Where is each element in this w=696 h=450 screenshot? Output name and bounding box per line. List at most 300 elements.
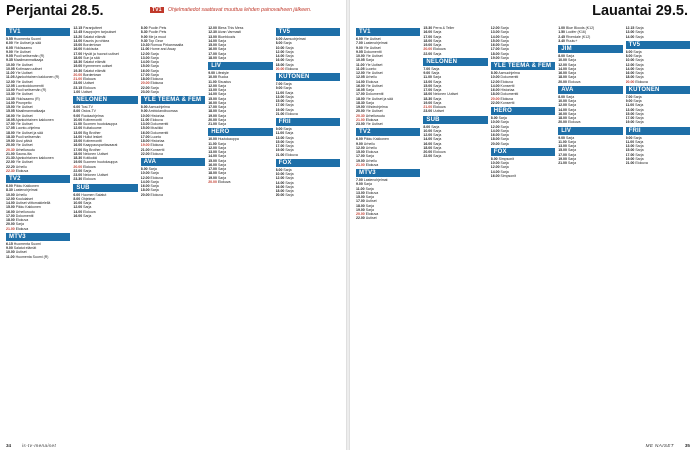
program-time: 18.00 <box>140 77 150 81</box>
program-title: Kauppojen tarjoukset <box>83 30 117 35</box>
program-title: Ruoka <box>217 75 229 80</box>
program-title: Sarja <box>433 88 442 92</box>
program-title: Sarja <box>635 156 644 161</box>
program-title: Puoli seitsemän (R) <box>15 88 47 92</box>
program-time: 9.00 <box>140 109 148 114</box>
program-title: Nelonen Uutiset <box>83 151 109 156</box>
program-title: Sarja <box>150 68 159 73</box>
program-time: 13.00 <box>356 190 365 195</box>
program-title: Elokuva <box>83 177 96 182</box>
program-time: 21.00 <box>356 162 365 167</box>
program-time: 11.00 <box>208 141 217 146</box>
program-title: Sarja <box>500 124 509 129</box>
program-time: 11.00 <box>6 254 15 259</box>
program-title: Sarja <box>433 83 442 88</box>
program-title: Sarja <box>500 169 509 174</box>
channel-header: FRII <box>276 118 340 126</box>
program-entry <box>276 67 340 71</box>
program-time: 13.35 <box>6 96 15 101</box>
program-time: 12.00 <box>208 145 217 150</box>
program-title: Sarja <box>285 58 294 63</box>
program-time: 14.00 <box>208 92 217 97</box>
channel-header: JIM <box>558 45 622 53</box>
program-time: 10.00 <box>558 58 567 63</box>
program-time: 12.00 <box>490 124 500 129</box>
program-time: 21.00 <box>73 77 83 81</box>
program-title: Elokuva <box>285 66 298 71</box>
program-title: Sarja <box>567 148 577 153</box>
program-time: 12.00 <box>490 26 500 30</box>
program-time: 18.00 <box>356 96 365 101</box>
program-title: Sarja <box>285 131 294 136</box>
program-time: 14.00 <box>208 38 217 43</box>
program-title: Simpsonit <box>500 173 516 178</box>
channel-header: AVA <box>141 158 205 166</box>
program-entry <box>626 161 690 165</box>
program-title: Elokuva <box>15 226 29 231</box>
program-time: 16.00 <box>140 68 150 73</box>
program-time: 22.20 <box>6 164 15 169</box>
program-time: 20.00 <box>140 81 150 86</box>
schedule-note <box>150 7 311 13</box>
program-time: 21.00 <box>275 111 285 116</box>
program-time: 21.00 <box>558 161 567 165</box>
program-time: 11.00 <box>356 62 365 67</box>
program-title: Sarja <box>635 75 644 80</box>
program-time: 22.00 <box>423 154 433 159</box>
program-time: 18.30 <box>73 156 83 160</box>
program-title: Lifestyle <box>215 71 229 75</box>
program-title: Maailmanmatkaaja <box>13 58 44 63</box>
program-time: 12.00 <box>558 62 567 67</box>
program-title: Dokumentti <box>363 49 382 54</box>
program-time: 14.00 <box>140 60 150 64</box>
program-time: 17.00 <box>490 47 500 52</box>
program-time: 12.05 <box>356 75 365 80</box>
program-time: 11.00 <box>208 79 217 84</box>
program-title: Uutiset viittomakielellä <box>15 201 51 205</box>
note-text: Ohjelmatiedot saattavat muuttua lehden painovaiheen jälkeen. <box>167 7 312 13</box>
program-title: Sarja <box>433 79 442 84</box>
program-time: 12.00 <box>140 175 150 180</box>
program-title: Dokumentti <box>365 92 384 97</box>
program-time: 12.00 <box>423 133 433 137</box>
program-time: 14.00 <box>140 179 150 184</box>
program-title: Sarja <box>285 135 294 140</box>
program-time: 13.30 <box>6 92 15 97</box>
program-entry <box>626 80 690 84</box>
program-time: 16.00 <box>140 130 150 135</box>
program-time: 22.30 <box>6 168 15 173</box>
page-number: 34 <box>6 443 12 448</box>
channel-header: HERO <box>491 107 555 115</box>
program-title: Yle Uutiset <box>15 79 33 84</box>
program-time: 20.30 <box>6 147 15 152</box>
program-time: 9.35 <box>6 58 13 63</box>
program-title: Puoli seitsemän (R) <box>13 54 45 58</box>
program-title: Pikku Kakkonen <box>13 184 39 188</box>
program-title: Yle Uutiset <box>363 37 381 41</box>
program-title: Sarja <box>285 90 294 95</box>
program-title: Ambiolandbuomaa <box>148 109 178 114</box>
program-title: Yle Uutiset <box>13 49 31 54</box>
program-title: Blue Bloods (K12) <box>565 26 595 30</box>
program-time: 17.05 <box>6 126 15 131</box>
program-time: 14.00 <box>625 34 635 39</box>
program-time: 11.05 <box>6 75 15 80</box>
program-time: 8.30 <box>6 188 13 193</box>
program-title: Kymmenen uutiset <box>83 64 113 69</box>
listing-column <box>141 26 205 438</box>
program-time: 13.20 <box>73 34 83 39</box>
left-page <box>0 0 346 450</box>
program-title: Sarja <box>500 165 509 170</box>
program-time: 10.30 <box>140 43 150 47</box>
channel-header: TV2 <box>356 128 420 136</box>
program-time: 14.00 <box>490 128 500 133</box>
program-time: 10.00 <box>275 45 285 50</box>
program-time: 8.00 <box>558 54 565 58</box>
program-time: 18.30 <box>356 100 365 105</box>
program-time: 20.30 <box>356 113 365 118</box>
program-time: 20.00 <box>73 72 83 77</box>
program-title: Sarja <box>431 124 440 129</box>
program-title: Sarja <box>217 38 227 43</box>
program-title: Elokuva <box>365 117 379 122</box>
program-time: 23.00 <box>73 81 83 86</box>
program-title: Dokumentti <box>15 213 34 218</box>
program-time: 16.05 <box>356 88 365 92</box>
program-title: Sarja <box>567 66 577 71</box>
program-time: 13.00 <box>275 135 285 140</box>
program-title: Elokuva <box>15 218 29 222</box>
program-time: 19.00 <box>73 64 83 69</box>
program-title: Konsertti <box>500 83 515 88</box>
program-time: 18.30 <box>423 96 433 101</box>
program-time: 6.00 <box>275 37 283 41</box>
program-title: Sarja <box>150 179 159 184</box>
program-title: Dokumentti <box>150 122 169 126</box>
program-title: Urheilu <box>365 145 377 150</box>
program-title: Luonto-ohjelma <box>15 126 40 131</box>
program-title: Sarja <box>285 172 294 176</box>
program-time: 19.00 <box>625 120 635 125</box>
program-time: 14.00 <box>73 38 83 43</box>
program-time: 20.00 <box>490 141 500 146</box>
program-time: 17.00 <box>356 154 365 159</box>
program-time: 9.00 <box>356 45 363 50</box>
program-entry <box>208 122 272 126</box>
program-title: Pirunpelto <box>15 100 32 105</box>
program-time: 19.00 <box>490 55 500 60</box>
program-time: 7.00 <box>356 41 363 46</box>
program-title: Sarja <box>500 137 509 142</box>
program-time: 18.00 <box>6 218 15 222</box>
program-title: Sarja <box>500 128 509 133</box>
program-title: Puoli seitsemän <box>15 134 41 139</box>
program-time: 10.00 <box>140 171 150 176</box>
program-time: 12.00 <box>356 145 365 150</box>
program-time: 17.00 <box>625 152 635 157</box>
program-time: 9.00 <box>558 135 565 140</box>
program-time: 19.00 <box>423 43 433 47</box>
program-title: Salatut elämät <box>83 60 106 64</box>
program-time: 11.00 <box>356 186 365 191</box>
program-title: Sarja <box>567 152 577 157</box>
program-time: 23.00 <box>423 109 433 114</box>
program-title: Sarja <box>635 66 644 71</box>
program-title: Sarja <box>635 26 644 30</box>
program-time: 20.00 <box>140 192 150 197</box>
program-title: Elokuva <box>500 79 513 84</box>
program-time: 10.00 <box>208 137 217 142</box>
program-title: Sarja <box>500 120 509 125</box>
program-title: Uutiset <box>433 109 445 114</box>
program-title: Sarja <box>285 193 294 198</box>
program-time: 9.00 <box>625 99 633 103</box>
program-title: Salatut elämät <box>83 68 106 73</box>
program-time: 18.00 <box>356 203 365 208</box>
program-time: 12.00 <box>625 62 635 67</box>
program-time: 15.05 <box>6 109 15 114</box>
program-title: Uutiset <box>81 89 93 94</box>
program-title: Sarja <box>567 116 577 120</box>
program-title: Urheilu <box>15 192 27 197</box>
program-title: Sarja <box>433 154 442 159</box>
program-time: 9.00 <box>73 113 81 118</box>
program-time: 10.00 <box>558 99 567 103</box>
program-title: Sarja <box>635 34 644 39</box>
program-title: Yle Uutiset ja sää <box>15 130 43 135</box>
program-title: Kaappausparitavaarat <box>83 143 118 148</box>
program-title: Elokuva <box>285 152 298 157</box>
program-title: Sarja <box>635 148 644 153</box>
program-title: Uusi päivä <box>15 139 33 143</box>
program-title: Elokuva <box>83 85 96 90</box>
program-time: 16.00 <box>625 71 635 75</box>
program-time: 16.00 <box>208 162 217 167</box>
program-title: Sarja <box>567 58 577 63</box>
program-time: 13.00 <box>423 79 433 84</box>
program-time: 8.00 <box>490 156 498 161</box>
page-date: Perjantai 28.5. <box>6 3 104 19</box>
program-time: 20.00 <box>558 79 567 84</box>
program-title: Sarja <box>433 43 442 47</box>
program-title: Sarja <box>567 62 577 67</box>
program-title: Elokuva <box>150 117 163 122</box>
program-time: 7.00 <box>423 66 431 71</box>
program-title: Elokuva <box>635 79 648 84</box>
program-time: 17.00 <box>356 92 365 97</box>
program-title: Elokuva <box>365 79 379 84</box>
program-title: Sarja <box>565 94 575 99</box>
program-title: Yle Uutiset <box>365 62 383 67</box>
listing-column <box>626 26 690 438</box>
program-time: 6.00 <box>625 49 633 54</box>
program-time: 16.05 <box>6 117 15 122</box>
program-title: Sarja <box>567 71 577 75</box>
program-time: 8.00 <box>275 41 283 46</box>
page-footer <box>356 440 690 448</box>
channel-header: TV1 <box>356 28 420 36</box>
program-time: 13.00 <box>73 130 83 135</box>
program-time: 8.00 <box>73 196 81 201</box>
program-title: Pikku Kakkonen <box>15 205 41 210</box>
program-title: Suomen huutokauppa <box>82 122 118 126</box>
program-title: Sarja <box>365 195 374 199</box>
program-time: 13.00 <box>558 144 567 148</box>
program-time: 20.00 <box>208 117 217 122</box>
program-title: Urheilu <box>365 75 377 80</box>
program-time: 9.00 <box>356 141 363 146</box>
program-time: 21.00 <box>275 152 285 157</box>
program-title: Huutokauppa <box>217 137 239 142</box>
program-time: 5.55 <box>6 37 13 41</box>
program-time: 21.30 <box>6 156 15 160</box>
program-time: 8.00 <box>625 54 633 58</box>
channel-header: NELONEN <box>423 58 487 66</box>
program-title: Big Brother <box>83 147 101 152</box>
program-title: Salatut elämät <box>83 34 106 39</box>
program-time: 11.00 <box>275 131 285 136</box>
program-time: 19.00 <box>625 156 635 161</box>
program-title: Sarja <box>217 141 226 146</box>
program-time: 21.00 <box>625 161 635 165</box>
program-title: Sarja <box>500 30 509 35</box>
program-time: 11.00 <box>625 139 635 144</box>
program-time: 12.00 <box>558 103 567 108</box>
program-title: Sarja <box>565 135 575 140</box>
program-time: 12.00 <box>6 196 15 201</box>
program-title: Sarja <box>365 203 374 208</box>
program-time: 19.30 <box>73 68 83 73</box>
program-time: 13.00 <box>275 94 285 99</box>
channel-header: MTV3 <box>6 233 70 241</box>
program-title: Sarja <box>565 54 575 58</box>
program-time: 8.00 <box>140 167 148 171</box>
program-entry <box>208 56 272 60</box>
channel-header: TV5 <box>626 41 690 49</box>
program-time: 17.00 <box>275 144 285 148</box>
program-time: 14.00 <box>73 134 83 139</box>
program-title: Sarja <box>567 144 577 148</box>
program-title: Sarja <box>217 105 227 109</box>
program-time: 22.00 <box>140 151 150 156</box>
program-title: Sarja <box>150 51 159 56</box>
program-time: 18.00 <box>73 55 83 60</box>
program-time: 10.00 <box>490 161 500 165</box>
program-title: Sarja <box>433 34 442 39</box>
program-time: 18.00 <box>275 62 285 67</box>
program-title: Romua Pirkanmaalta <box>150 43 184 47</box>
program-entry <box>626 120 690 124</box>
program-title: Sarja <box>635 62 644 67</box>
program-time: 15.30 <box>423 26 433 30</box>
magazine-name: is-tv-menaiset <box>22 443 57 448</box>
program-title: Sarja <box>83 213 92 218</box>
program-title: Sarja <box>285 144 294 148</box>
program-time: 18.00 <box>140 188 150 193</box>
program-title: Sarja <box>150 60 159 64</box>
program-time: 6.00 <box>6 184 13 188</box>
program-time: 17.00 <box>208 51 217 56</box>
program-time: 16.00 <box>208 100 217 105</box>
program-time: 15.00 <box>558 148 567 153</box>
program-title: Sarja <box>217 167 227 171</box>
program-title: Uutiset <box>365 216 377 221</box>
program-title: Sarja <box>285 54 294 58</box>
program-time: 12.15 <box>73 26 83 30</box>
program-title: Sarja <box>500 51 509 56</box>
program-time: 13.00 <box>140 122 150 126</box>
program-title: Musiikki <box>150 126 163 131</box>
program-time: 15.00 <box>73 139 83 143</box>
program-title: Konsertti <box>150 147 165 152</box>
program-time: 12.00 <box>275 49 285 54</box>
program-time: 9.05 <box>6 54 13 58</box>
program-title: Kotikokki <box>83 156 98 160</box>
program-title: Urheiluruutu <box>15 147 35 152</box>
program-time: 15.00 <box>208 158 217 163</box>
program-title: Yle Uutiset <box>15 62 33 67</box>
program-title: Simpsonit <box>498 156 514 161</box>
program-time: 10.05 <box>356 58 365 63</box>
program-time: 10.00 <box>6 250 15 255</box>
program-time: 12.00 <box>356 71 365 75</box>
channel-header: NELONEN <box>73 96 137 104</box>
program-entry <box>423 109 487 113</box>
program-title: Maailmanmatkaaja <box>15 109 46 114</box>
program-title: Sarja <box>150 55 159 60</box>
program-time: 18.00 <box>140 139 150 143</box>
program-time: 23.15 <box>73 85 83 90</box>
program-title: Sarja <box>633 49 642 54</box>
program-title: Sarja <box>365 207 374 212</box>
program-title: Sarja <box>433 133 442 137</box>
program-time: 13.00 <box>625 144 635 148</box>
channel-header: SUB <box>423 116 487 124</box>
program-time: 6.15 <box>6 241 13 246</box>
program-time: 13.00 <box>625 30 635 35</box>
program-title: Sarja <box>285 49 294 54</box>
program-time: 19.00 <box>208 175 217 180</box>
program-time: 17.00 <box>275 103 285 108</box>
program-time: 14.00 <box>490 34 500 39</box>
program-title: Sarja <box>431 71 440 75</box>
page-footer <box>6 440 340 448</box>
program-title: Elokuva <box>433 105 446 109</box>
program-title: Sarja <box>567 111 577 116</box>
program-time: 14.00 <box>490 169 500 174</box>
program-title: Sarja <box>217 92 227 97</box>
program-time: 21.00 <box>423 105 433 109</box>
program-time: 15.00 <box>356 195 365 199</box>
program-title: Sarja <box>433 141 442 146</box>
program-time: 19.00 <box>423 100 433 105</box>
program-time: 12.00 <box>275 176 285 181</box>
program-title: Sarja <box>285 94 294 99</box>
program-time: 11.00 <box>625 103 635 108</box>
program-time: 11.00 <box>423 75 432 80</box>
program-time: 15.00 <box>140 126 150 131</box>
program-entry <box>491 142 555 146</box>
program-title: Sarja <box>150 184 159 188</box>
program-time: 22.00 <box>73 168 83 173</box>
program-time: 11.00 <box>73 122 82 126</box>
program-time: 9.00 <box>6 246 13 250</box>
program-time: 14.00 <box>275 180 285 185</box>
program-title: Sarja <box>365 88 374 92</box>
